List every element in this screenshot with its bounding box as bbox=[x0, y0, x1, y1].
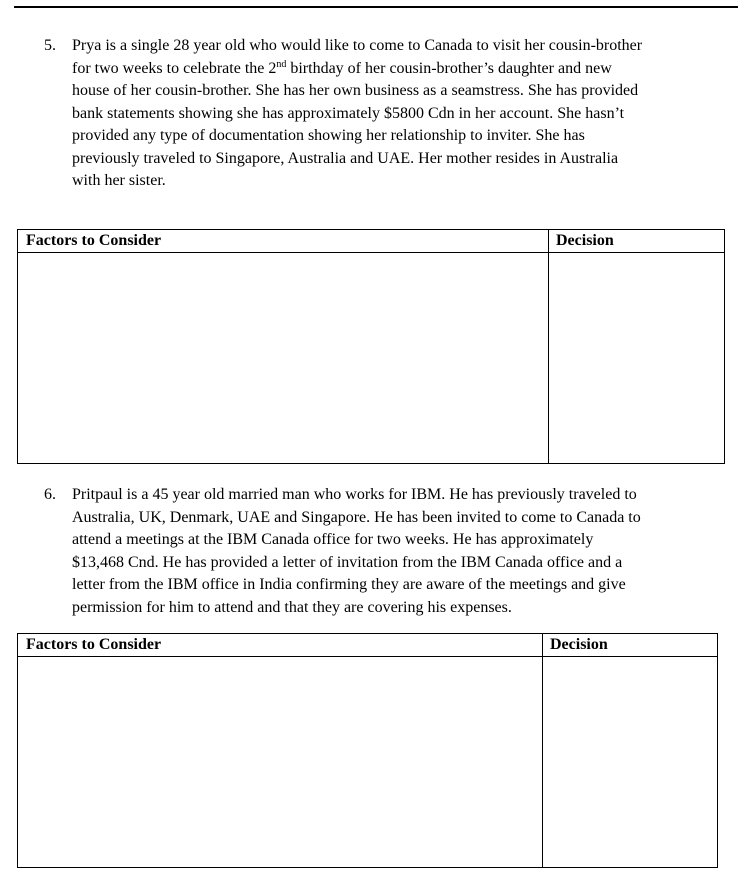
question-line: bank statements showing she has approximately $5800 Cdn in her account. She hasn’t bbox=[72, 104, 625, 122]
question-6 bbox=[44, 484, 744, 624]
factors-table-6 bbox=[17, 633, 718, 868]
question-line: attend a meetings at the IBM Canada office for two weeks. He has approximately bbox=[72, 531, 594, 548]
decision-header: Decision bbox=[550, 636, 608, 653]
question-line: provided any type of documentation showing her relationship to inviter. She has bbox=[72, 127, 585, 144]
question-line: previously traveled to Singapore, Australia and UAE. Her mother resides in Australia bbox=[72, 149, 619, 167]
question-number: 6. bbox=[44, 486, 56, 503]
question-line: $13,468 Cnd. He has provided a letter of invitation from the IBM Canada office and a bbox=[72, 553, 623, 571]
question-line: letter from the IBM office in India confirming they are aware of the meetings and give bbox=[72, 576, 626, 593]
question-text bbox=[72, 484, 641, 619]
question-line: Pritpaul is a 45 year old married man who works for IBM. He has previously traveled to bbox=[72, 486, 637, 503]
question-line: for two weeks to celebrate the 2nd birthday of her cousin-brother’s daughter and new bbox=[72, 58, 612, 77]
decision-cell[interactable] bbox=[549, 253, 724, 463]
question-line: permission for him to attend and that they are covering his expenses. bbox=[72, 598, 512, 616]
factors-cell[interactable] bbox=[18, 253, 548, 463]
question-line: house of her cousin-brother. She has her own business as a seamstress. She has provided bbox=[72, 82, 639, 99]
question-text bbox=[72, 35, 642, 193]
factors-table-5 bbox=[17, 229, 725, 464]
decision-cell[interactable] bbox=[543, 657, 717, 867]
question-line: Australia, UK, Denmark, UAE and Singapore. He has been invited to come to Canada to bbox=[72, 508, 641, 526]
question-number: 5. bbox=[44, 37, 56, 54]
ordinal-suffix: nd bbox=[276, 58, 287, 70]
decision-header: Decision bbox=[556, 232, 614, 249]
factors-header: Factors to Consider bbox=[26, 636, 162, 653]
top-rule bbox=[14, 6, 738, 8]
question-line: with her sister. bbox=[72, 172, 166, 189]
factors-cell[interactable] bbox=[18, 657, 542, 867]
question-5 bbox=[44, 35, 744, 195]
question-line: Prya is a single 28 year old who would like to come to Canada to visit her cousin-brother bbox=[72, 37, 643, 54]
factors-header: Factors to Consider bbox=[26, 232, 162, 249]
